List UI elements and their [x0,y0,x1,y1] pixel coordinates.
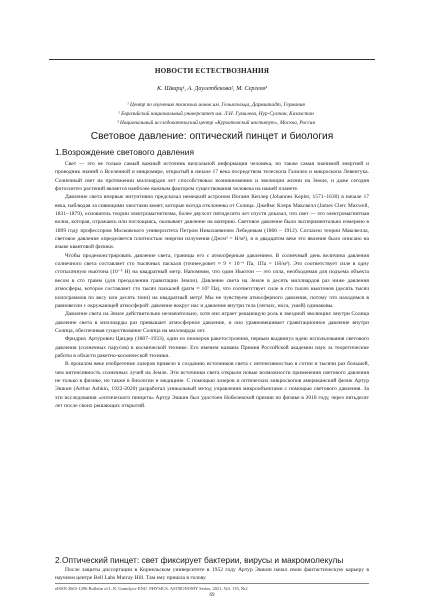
header-rule [49,59,375,60]
affiliation: ² Евразийский национальный университет им. Л.Н. Гумилева, Нур-Султан, Казахстан [118,110,314,117]
section-2-body [55,566,369,583]
paragraph: Чтобы продемонстрировать давление света, границы его с атмосферным давлением. В солнечный день величина давления солнечного света составляет сто тысячных паскаля (точнее,ровет ≈ 9 × 10⁻⁶ Па, 1Па = 1Н/м²). Это соответствует силе в одну стотысячную ньютона (10⁻⁵ Н) на квадратный метр. Напомним, что один Ньютон — это сила, необходимая для подъема объекта весом в сто грамм (для преодоления гравитации Земли). Давление света на Земле в десять миллиардов раз ниже давления атмосферы, которое составляет сто тысяч паскалей (pатм ≈ 10⁵ Па), что соответствует силе в сто тысяч ньютонов (десять тысяч килограммов по весу или десять тонн) на квадратный метр! Мы не чувствуем атмосферного давления, потому что находимся в равновесии с окружающей атмосферой: давление вокруг нас и давление внутри тела (легких, носа, ушей) одинаковы. [55,252,369,309]
paragraph: Давление света на Земле действительно незначительно, хотя оно играет решающую роль в звездной эволюции: внутри Солнца давление света в миллиарды раз превышает атмосферное давление, и оно уравновешивает гравитационное давление внутри Солнца, обеспечивая существование Солнца на миллиарды лет. [55,311,369,334]
paragraph: После защиты диссертации в Корнельском университете в 1952 году Артур Эшкин начал свою фантастическую карьеру в научном центре Bell Labs Murray Hill. Там ему пришла в голову [55,567,369,582]
paragraph: Фридрих Артурович Цандер (1887–1933), один из пионеров ракетостроения, первым выдвинул идею использования светового давления (солнечных парусов) в космической технике. Его именем названа Премия Российской академии наук за теоретические работы в области ракетно-космической техники. [55,336,369,359]
journal-footer: eISSN 2663-1296 Bulletin of L.N. Gumilyov ENU. PHYSICS. ASTRONOMY Series, 2021, Vol. 135, №2 [55,586,248,591]
affiliation: ³ Национальный исследовательский центр «Курчатовский институт», Москва, Россия [117,119,315,126]
page-number: 69 [209,593,215,598]
section-heading-2: 2.Оптический пинцет: свет фиксирует бактерии, вирусы и макромолекулы [55,555,344,565]
footer-rule [55,583,369,584]
paragraph: Давление света впервые интуитивно предсказал немецкий астроном Иоганн Кеплер (Johannes Kepler, 1571–1630) в начале 17 века, наблюдая за сияющими хвостами комет, которые всегда отклонены от Солнца. Джеймс Клерк Максвелл (James Clerc Maxwell, 1831–1879), основатель теории электромагнетизма, более двухсот пятидесяти лет спустя доказал, что свет — это электромагнитная волна, которая, отражаясь или поглощаясь, оказывает давление на материю. Световое давление было экспериментально измерено в 1899 году профессором Московского университета Петром Николаевичем Лебедевым (1866 – 1912). Согласно теории Максвелла, световое давление определяется плотностью энергии излучения (Дж/м³ = Н/м²), и в двадцатом веке это явление было описано на языке квантовой физики. [55,194,369,251]
article-title: Световое давление: оптический пинцет и биология [90,131,334,142]
affiliation: ¹ Центр по изучению тяжелых ионов им. Гельмгольца, Дармштадт, Германия [127,102,305,108]
authors-line: К. Шварц¹, А. Даулетбекова², М. Сергеев³ [157,85,267,92]
section-heading: НОВОСТИ ЕСТЕСТВОЗНАНИЯ [154,67,270,75]
section-heading-1: 1.Возрождение светового давления [55,147,195,157]
affiliations [66,101,366,127]
section-1-body [55,160,369,410]
paragraph: Свет — это не только самый важный источник визуальной информации человека, но также самая значимой энергией и проводник знаний о Вселенной и микромире, открытый в начале 17 века посредством телескопа Галилео и микроскопа Левенгука. Солнечный свет на протяжении миллиардов лет способствовал возникновению и эволюции жизни на Земле, и даже сегодня фотосинтез растений является наиболее важным фактором существования человека на нашей планете. [55,161,369,193]
paragraph: В прошлом веке изобретение лазеров привело к созданию источников света с интенсивностью в сотни и тысячи раз большей, чем интенсивность солнечных лучей на Земле. Эти источники света открыли новые возможности применения светового давления не только в физике, но также в биологии и медицине. С помощью лазеров и оптических микроскопов американский физик Артур Эшкин (Arthur Ashkin, 1922-2020) разработал уникальный метод управления микрообъектами с помощью светового давления. За эти исследования «оптического пинцета» Артур Эшкин был удостоен Нобелевской премии по физике в 2018 году, через пятьдесят лет после своих решающих открытий. [55,361,369,409]
